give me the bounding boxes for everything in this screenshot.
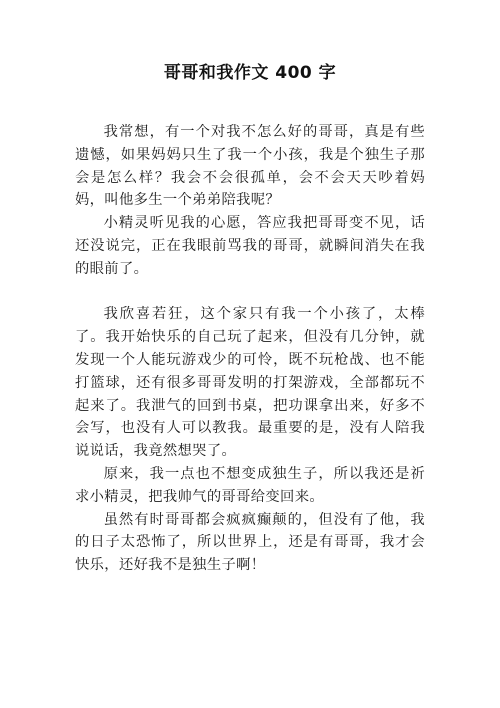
paragraph-1: 我常想，有一个对我不怎么好的哥哥，真是有些遗憾，如果妈妈只生了我一个小孩，我是个独生子那会是怎么样？我会不会很孤单，会不会天天吵着妈妈，叫他多生一个弟弟陪我呢？ — [75, 124, 425, 209]
paragraph-5: 虽然有时哥哥都会疯疯癫颠的，但没有了他，我的日子太恐怖了，所以世界上，还是有哥哥，我才会快乐，还好我不是独生子啊！ — [75, 511, 425, 574]
paragraph-spacer — [75, 281, 425, 304]
document-title: 哥哥和我作文 400 字 — [163, 63, 337, 83]
document-body — [75, 121, 425, 577]
paragraph-3: 我欣喜若狂，这个家只有我一个小孩了，太棒了。我开始快乐的自己玩了起来，但没有几分钟，就发现一个人能玩游戏少的可怜，既不玩枪战、也不能打篮球，还有很多哥哥发明的打架游戏，全部都玩不起来了。我泄气的回到书桌，把功课拿出来，好多不会写，也没有人可以教我。最重要的是，没有人陪我说说话，我竟然想哭了。 — [75, 306, 425, 460]
paragraph-2: 小精灵听见我的心愿，答应我把哥哥变不见，话还没说完，正在我眼前骂我的哥哥，就瞬间消失在我的眼前了。 — [75, 215, 425, 277]
paragraph-4: 原来，我一点也不想变成独生子，所以我还是祈求小精灵，把我帅气的哥哥给变回来。 — [75, 465, 425, 505]
